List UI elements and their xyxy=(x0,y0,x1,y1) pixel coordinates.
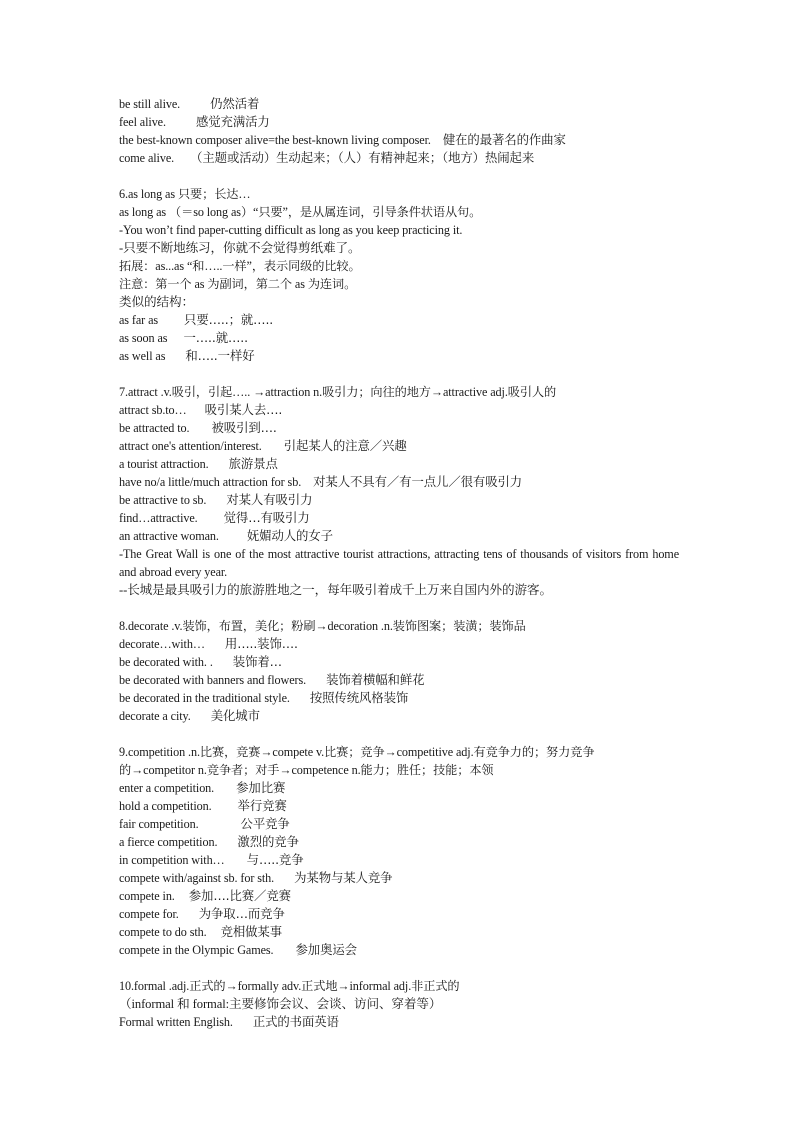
phrase-en: decorate a city. xyxy=(119,709,191,723)
phrase-zh: 装饰着… xyxy=(232,654,282,669)
phrase-line xyxy=(119,131,679,149)
phrase-line xyxy=(119,473,679,491)
phrase-en: in competition with… xyxy=(119,853,225,867)
phrase-line xyxy=(119,149,679,167)
phrase-en: a fierce competition. xyxy=(119,835,218,849)
phrase-zh: 吸引某人去…. xyxy=(204,402,283,417)
phrase-line xyxy=(119,833,679,851)
phrase-line xyxy=(119,311,679,329)
section-heading-cont: 的→competitor n.竞争者；对手→competence n.能力；胜任；技能；本领 xyxy=(119,763,494,777)
phrase-zh: 竞相做某事 xyxy=(220,924,283,939)
phrase-line xyxy=(119,653,679,671)
phrase-line xyxy=(119,95,679,113)
phrase-en: enter a competition. xyxy=(119,781,215,795)
phrase-line xyxy=(119,869,679,887)
phrase-en: compete in the Olympic Games. xyxy=(119,943,274,957)
phrase-line xyxy=(119,527,679,545)
phrase-line xyxy=(119,797,679,815)
phrase-en: be decorated in the traditional style. xyxy=(119,691,290,705)
document-body xyxy=(119,95,679,1031)
phrase-line xyxy=(119,491,679,509)
phrase-zh: 装饰着横幅和鲜花 xyxy=(326,672,425,687)
phrase-en: attract one's attention/interest. xyxy=(119,439,262,453)
phrase-en: compete to do sth. xyxy=(119,925,207,939)
phrase-en: fair competition. xyxy=(119,817,199,831)
phrase-en: find…attractive. xyxy=(119,511,198,525)
phrase-line xyxy=(119,401,679,419)
phrase-zh: 健在的最著名的作曲家 xyxy=(442,132,566,147)
explanation-line: 类似的结构： xyxy=(119,295,194,309)
phrase-line xyxy=(119,437,679,455)
phrase-en: compete for. xyxy=(119,907,179,921)
phrase-zh: 与…..竞争 xyxy=(246,852,304,867)
phrase-line xyxy=(119,905,679,923)
phrase-line xyxy=(119,815,679,833)
phrase-zh: 为争取…而竞争 xyxy=(198,906,285,921)
section-heading: 9.competition .n.比赛，竞赛→compete v.比赛；竞争→competitive adj.有竞争力的；努力竞争 xyxy=(119,745,595,759)
explanation-line: 拓展：as...as “和…..一样”，表示同级的比较。 xyxy=(119,259,361,273)
phrase-en: attract sb.to… xyxy=(119,403,187,417)
phrase-line xyxy=(119,941,679,959)
phrase-zh: 只要…..；就….. xyxy=(184,312,274,327)
phrase-line xyxy=(119,329,679,347)
explanation-line: （informal 和 formal:主要修饰会议、会谈、访问、穿着等） xyxy=(119,997,442,1011)
phrase-zh: 公平竞争 xyxy=(240,816,290,831)
phrase-en: be still alive. xyxy=(119,97,181,111)
phrase-zh: 妩媚动人的女子 xyxy=(246,528,333,543)
phrase-zh: 仍然活着 xyxy=(210,96,260,111)
phrase-en: the best-known composer alive=the best-known living composer. xyxy=(119,133,431,147)
phrase-en: as well as xyxy=(119,349,166,363)
section-heading: 8.decorate .v.装饰，布置，美化；粉刷→decoration .n.装饰图案；装潢；装饰品 xyxy=(119,619,526,633)
phrase-zh: 对某人不具有／有一点儿／很有吸引力 xyxy=(313,474,523,489)
phrase-zh: 觉得…有吸引力 xyxy=(223,510,310,525)
explanation-line: 注意：第一个 as 为副词，第二个 as 为连词。 xyxy=(119,277,357,291)
phrase-en: be attractive to sb. xyxy=(119,493,207,507)
phrase-line xyxy=(119,923,679,941)
phrase-zh: 参加比赛 xyxy=(236,780,286,795)
example-en: -The Great Wall is one of the most attractive tourist attractions, attracting tens of thousands of visitors from home and abroad every year. xyxy=(119,547,679,579)
phrase-en: be attracted to. xyxy=(119,421,190,435)
phrase-line xyxy=(119,347,679,365)
phrase-zh: 按照传统风格装饰 xyxy=(309,690,409,705)
section-heading: 10.formal .adj.正式的→formally adv.正式地→informal adj.非正式的 xyxy=(119,979,460,993)
phrase-line xyxy=(119,707,679,725)
phrase-zh: （主题或活动）生动起来；（人）有精神起来；（地方）热闹起来 xyxy=(190,150,535,165)
phrase-en: an attractive woman. xyxy=(119,529,219,543)
phrase-en: be decorated with banners and flowers. xyxy=(119,673,307,687)
phrase-zh: 激烈的竞争 xyxy=(237,834,299,849)
phrase-en: feel alive. xyxy=(119,115,166,129)
phrase-line xyxy=(119,851,679,869)
phrase-zh: 被吸引到…. xyxy=(211,420,277,435)
example-zh: --长城是最具吸引力的旅游胜地之一，每年吸引着成千上万来自国内外的游客。 xyxy=(119,583,552,597)
phrase-en: as far as xyxy=(119,313,159,327)
phrase-line xyxy=(119,455,679,473)
phrase-line xyxy=(119,689,679,707)
phrase-en: a tourist attraction. xyxy=(119,457,209,471)
phrase-en: Formal written English. xyxy=(119,1015,233,1029)
phrase-line xyxy=(119,1013,679,1031)
phrase-line xyxy=(119,419,679,437)
example-zh: -只要不断地练习，你就不会觉得剪纸难了。 xyxy=(119,241,361,255)
phrase-zh: 参加….比赛／竞赛 xyxy=(188,888,291,903)
phrase-en: compete in. xyxy=(119,889,175,903)
phrase-line xyxy=(119,779,679,797)
phrase-zh: 一…..就….. xyxy=(183,330,248,345)
phrase-zh: 感觉充满活力 xyxy=(195,114,270,129)
phrase-zh: 引起某人的注意／兴趣 xyxy=(283,438,407,453)
phrase-zh: 用…..装饰…. xyxy=(224,636,298,651)
phrase-en: be decorated with. . xyxy=(119,655,213,669)
example-en: -You won’t find paper-cutting difficult as long as you keep practicing it. xyxy=(119,223,463,237)
phrase-zh: 参加奥运会 xyxy=(295,942,357,957)
phrase-line xyxy=(119,113,679,131)
phrase-en: as soon as xyxy=(119,331,168,345)
phrase-en: decorate…with… xyxy=(119,637,205,651)
section-heading: 7.attract .v.吸引，引起….. →attraction n.吸引力；向往的地方→attractive adj.吸引人的 xyxy=(119,385,557,399)
phrase-zh: 旅游景点 xyxy=(228,456,278,471)
phrase-en: hold a competition. xyxy=(119,799,212,813)
phrase-en: come alive. xyxy=(119,151,175,165)
phrase-en: have no/a little/much attraction for sb. xyxy=(119,475,302,489)
section-heading: 6.as long as 只要；长达… xyxy=(119,187,251,201)
phrase-en: compete with/against sb. for sth. xyxy=(119,871,275,885)
explanation-line: as long as （＝so long as）“只要”，是从属连词，引导条件状语从句。 xyxy=(119,205,482,219)
phrase-line xyxy=(119,635,679,653)
phrase-zh: 为某物与某人竞争 xyxy=(294,870,393,885)
phrase-zh: 和…..一样好 xyxy=(185,348,255,363)
phrase-zh: 举行竞赛 xyxy=(237,798,287,813)
phrase-zh: 对某人有吸引力 xyxy=(226,492,313,507)
phrase-line xyxy=(119,509,679,527)
phrase-line xyxy=(119,887,679,905)
phrase-zh: 美化城市 xyxy=(210,708,260,723)
phrase-zh: 正式的书面英语 xyxy=(252,1014,339,1029)
phrase-line xyxy=(119,671,679,689)
